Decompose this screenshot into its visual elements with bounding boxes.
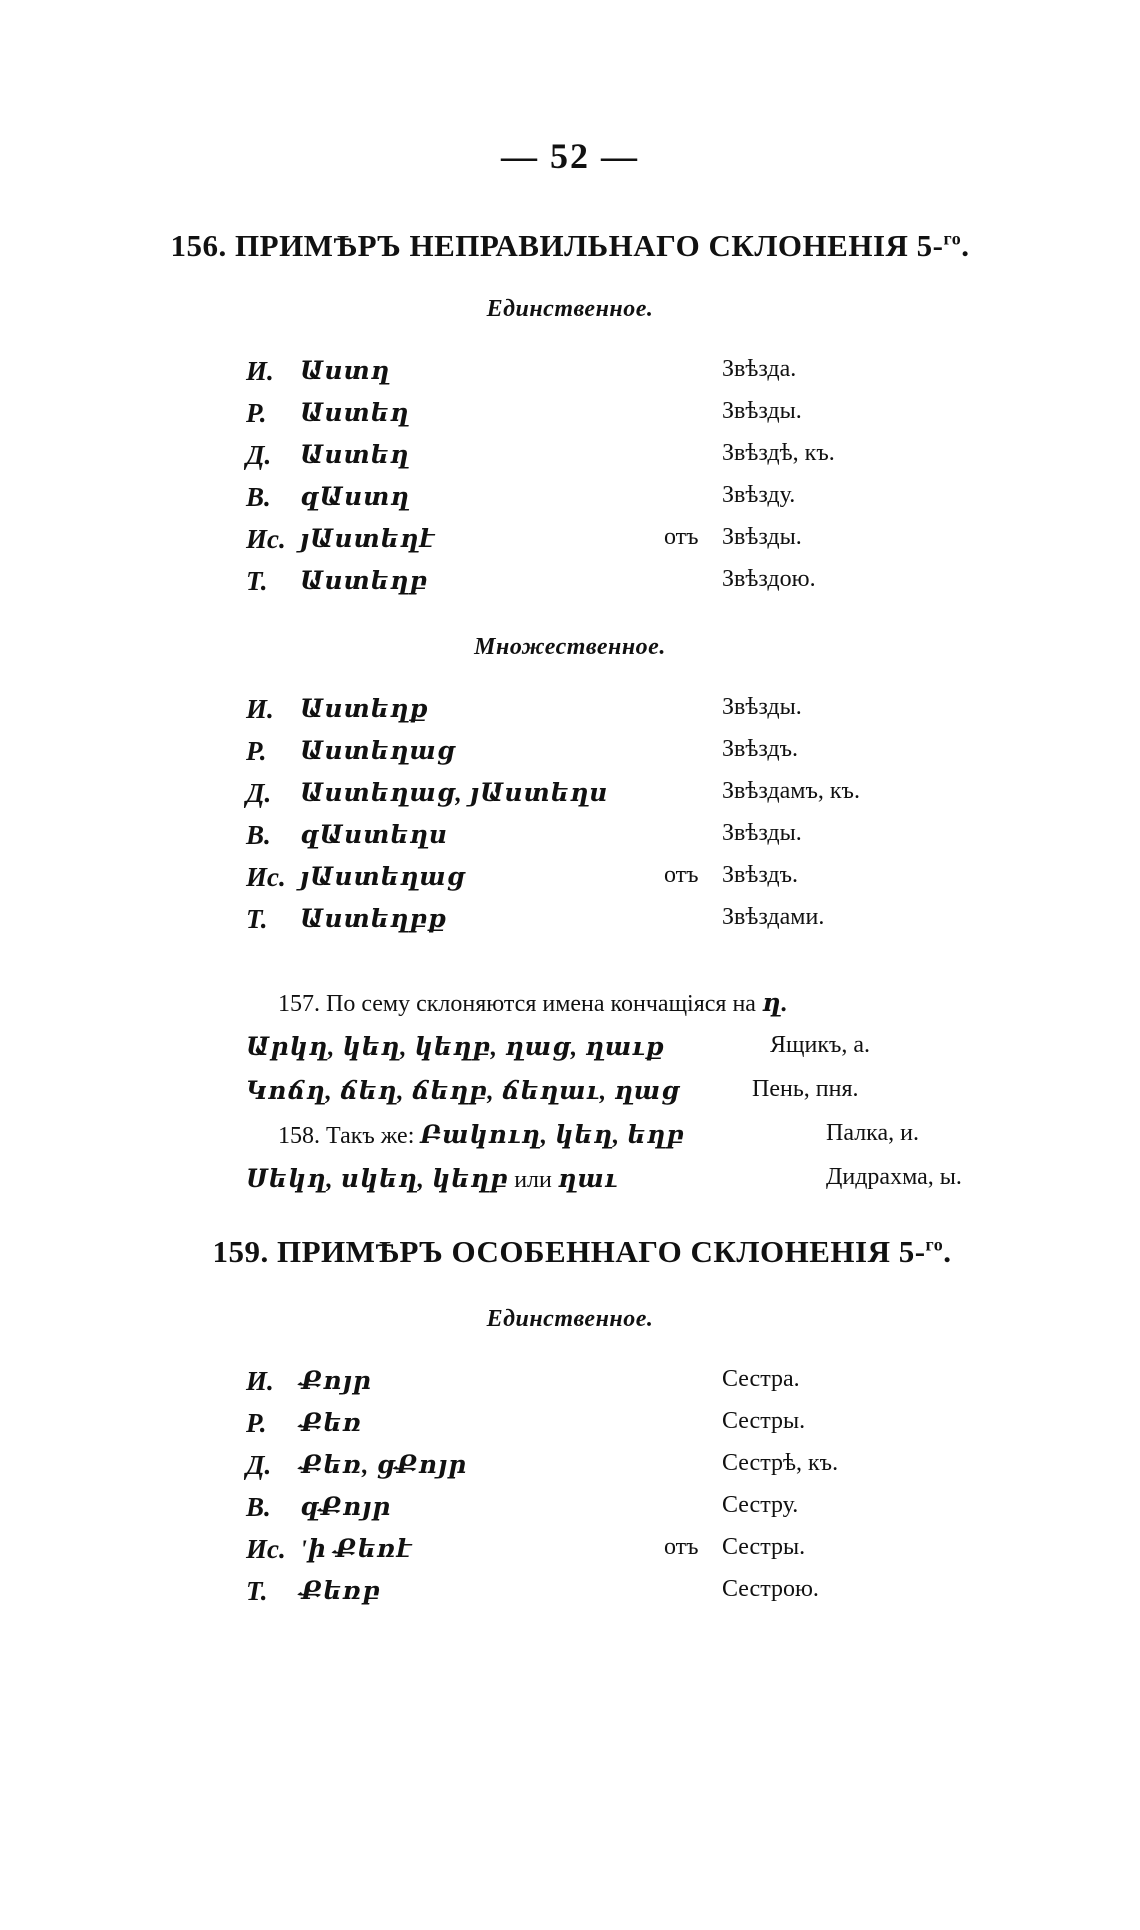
section-157-number: 157 bbox=[278, 991, 314, 1017]
russian-form: Звѣздъ. bbox=[722, 736, 799, 762]
armenian-form: Աստեղբք bbox=[300, 906, 448, 933]
case-label: И. bbox=[246, 1366, 274, 1396]
table-row bbox=[0, 566, 1140, 606]
russian-form: Звѣздѣ, къ. bbox=[722, 440, 835, 466]
section-159-title-text: 159. ПРИМѢРЪ ОСОБЕННАГО СКЛОНЕНІЯ 5- bbox=[212, 1234, 926, 1269]
russian-form: Звѣзды. bbox=[722, 524, 802, 550]
table-row bbox=[0, 1366, 1140, 1406]
table-row bbox=[0, 904, 1140, 944]
preposition: отъ bbox=[664, 1534, 699, 1560]
section-158-example-1-armenian: Բակուղ, կեղ, եղբ bbox=[420, 1122, 685, 1149]
case-label: В. bbox=[246, 482, 271, 512]
case-label: Ис. bbox=[246, 1534, 286, 1564]
table-row bbox=[0, 1534, 1140, 1574]
russian-form: Сестру. bbox=[722, 1492, 799, 1518]
section-157-ending: ղ. bbox=[761, 990, 789, 1017]
table-row bbox=[0, 1492, 1140, 1532]
section-159-title-sup: го bbox=[925, 1234, 944, 1255]
section-157-example-1-armenian: Արկղ, կեղ, կեղբ, ղաց, ղաւք bbox=[246, 1034, 665, 1061]
section-156-singular-label: Единственное. bbox=[486, 296, 654, 322]
armenian-form: Քեռ, ցՔոյր bbox=[300, 1452, 468, 1479]
russian-form: Сестры. bbox=[722, 1408, 806, 1434]
table-row bbox=[0, 1450, 1140, 1490]
section-157-line-1 bbox=[278, 988, 789, 1018]
russian-form: Звѣздами. bbox=[722, 904, 825, 930]
armenian-form: Աստեղք bbox=[300, 696, 429, 723]
section-158-example-2-armenian: Սեկղ, սկեղ, կեղբ bbox=[246, 1166, 509, 1193]
section-156-title bbox=[0, 228, 1140, 264]
case-label: Ис. bbox=[246, 524, 286, 554]
page-number: — 52 — bbox=[501, 136, 639, 176]
section-156-title-sup: го bbox=[943, 228, 962, 249]
section-158-or: или bbox=[514, 1167, 552, 1193]
preposition: отъ bbox=[664, 524, 699, 550]
russian-form: Звѣзда. bbox=[722, 356, 797, 382]
armenian-form: Քեռբ bbox=[300, 1578, 381, 1605]
section-156-title-text: 156. ПРИМѢРЪ НЕПРАВИЛЬНАГО СКЛОНЕНІЯ 5- bbox=[170, 228, 944, 263]
table-row bbox=[0, 736, 1140, 776]
section-158-example-2-russian: Дидрахма, ы. bbox=[826, 1164, 962, 1190]
section-156-plural-label: Множественное. bbox=[474, 634, 666, 660]
section-158-line-1 bbox=[278, 1120, 684, 1150]
armenian-form: զՔոյր bbox=[300, 1494, 392, 1521]
section-157-intro: . По сему склоняются имена кончащіяся на bbox=[314, 991, 756, 1017]
table-row bbox=[0, 1408, 1140, 1448]
armenian-form: յԱստեղաց bbox=[300, 864, 466, 891]
section-159-title-end: . bbox=[943, 1234, 952, 1269]
section-158-line-2 bbox=[246, 1164, 618, 1194]
armenian-form: Քեռ bbox=[300, 1410, 363, 1437]
section-157-example-2-armenian: Կոճղ, ճեղ, ճեղբ, ճեղաւ, ղաց bbox=[246, 1078, 680, 1105]
armenian-form: զԱստղ bbox=[300, 484, 410, 511]
armenian-form: յԱստեղէ bbox=[300, 526, 436, 553]
case-label: В. bbox=[246, 820, 271, 850]
section-159-title bbox=[0, 1234, 1140, 1270]
table-row bbox=[0, 820, 1140, 860]
section-158-number: 158 bbox=[278, 1123, 314, 1149]
case-label: Р. bbox=[246, 398, 267, 428]
case-label: И. bbox=[246, 694, 274, 724]
case-label: Д. bbox=[246, 1450, 272, 1480]
table-row bbox=[0, 524, 1140, 564]
section-159-singular-label: Единственное. bbox=[486, 1306, 654, 1332]
russian-form: Сестра. bbox=[722, 1366, 800, 1392]
case-label: Т. bbox=[246, 904, 268, 934]
table-row bbox=[0, 778, 1140, 818]
table-row bbox=[0, 482, 1140, 522]
armenian-form: զԱստեղս bbox=[300, 822, 448, 849]
armenian-form: Աստեղաց, յԱստեղս bbox=[300, 780, 609, 807]
section-157-example-2-russian: Пень, пня. bbox=[752, 1076, 859, 1102]
section-158-example-2-variant: ղաւ bbox=[557, 1166, 619, 1193]
table-row bbox=[0, 694, 1140, 734]
case-label: Т. bbox=[246, 566, 268, 596]
table-row bbox=[0, 398, 1140, 438]
section-156-title-end: . bbox=[961, 228, 970, 263]
section-157-line-2 bbox=[246, 1032, 665, 1062]
russian-form: Звѣзду. bbox=[722, 482, 796, 508]
preposition: отъ bbox=[664, 862, 699, 888]
table-row bbox=[0, 1576, 1140, 1616]
russian-form: Сестрою. bbox=[722, 1576, 819, 1602]
russian-form: Звѣздъ. bbox=[722, 862, 799, 888]
armenian-form: Աստեղբ bbox=[300, 568, 428, 595]
table-row bbox=[0, 440, 1140, 480]
case-label: Т. bbox=[246, 1576, 268, 1606]
armenian-form: Աստեղ bbox=[300, 400, 410, 427]
russian-form: Звѣзды. bbox=[722, 820, 802, 846]
russian-form: Звѣзды. bbox=[722, 398, 802, 424]
russian-form: Сестрѣ, къ. bbox=[722, 1450, 839, 1476]
case-label: Ис. bbox=[246, 862, 286, 892]
armenian-form: Աստեղ bbox=[300, 442, 410, 469]
russian-form: Звѣздамъ, къ. bbox=[722, 778, 860, 804]
case-label: Р. bbox=[246, 736, 267, 766]
section-158-intro: . Такъ же: bbox=[314, 1123, 415, 1149]
armenian-form: 'ի Քեռէ bbox=[300, 1536, 413, 1563]
russian-form: Сестры. bbox=[722, 1534, 806, 1560]
table-row bbox=[0, 356, 1140, 396]
case-label: Д. bbox=[246, 440, 272, 470]
case-label: Р. bbox=[246, 1408, 267, 1438]
section-157-line-3 bbox=[246, 1076, 680, 1106]
case-label: И. bbox=[246, 356, 274, 386]
armenian-form: Աստղ bbox=[300, 358, 391, 385]
section-157-example-1-russian: Ящикъ, а. bbox=[770, 1032, 871, 1058]
case-label: В. bbox=[246, 1492, 271, 1522]
case-label: Д. bbox=[246, 778, 272, 808]
section-158-example-1-russian: Палка, и. bbox=[826, 1120, 919, 1146]
armenian-form: Աստեղաց bbox=[300, 738, 456, 765]
armenian-form: Քոյր bbox=[300, 1368, 372, 1395]
table-row bbox=[0, 862, 1140, 902]
russian-form: Звѣздою. bbox=[722, 566, 816, 592]
russian-form: Звѣзды. bbox=[722, 694, 802, 720]
